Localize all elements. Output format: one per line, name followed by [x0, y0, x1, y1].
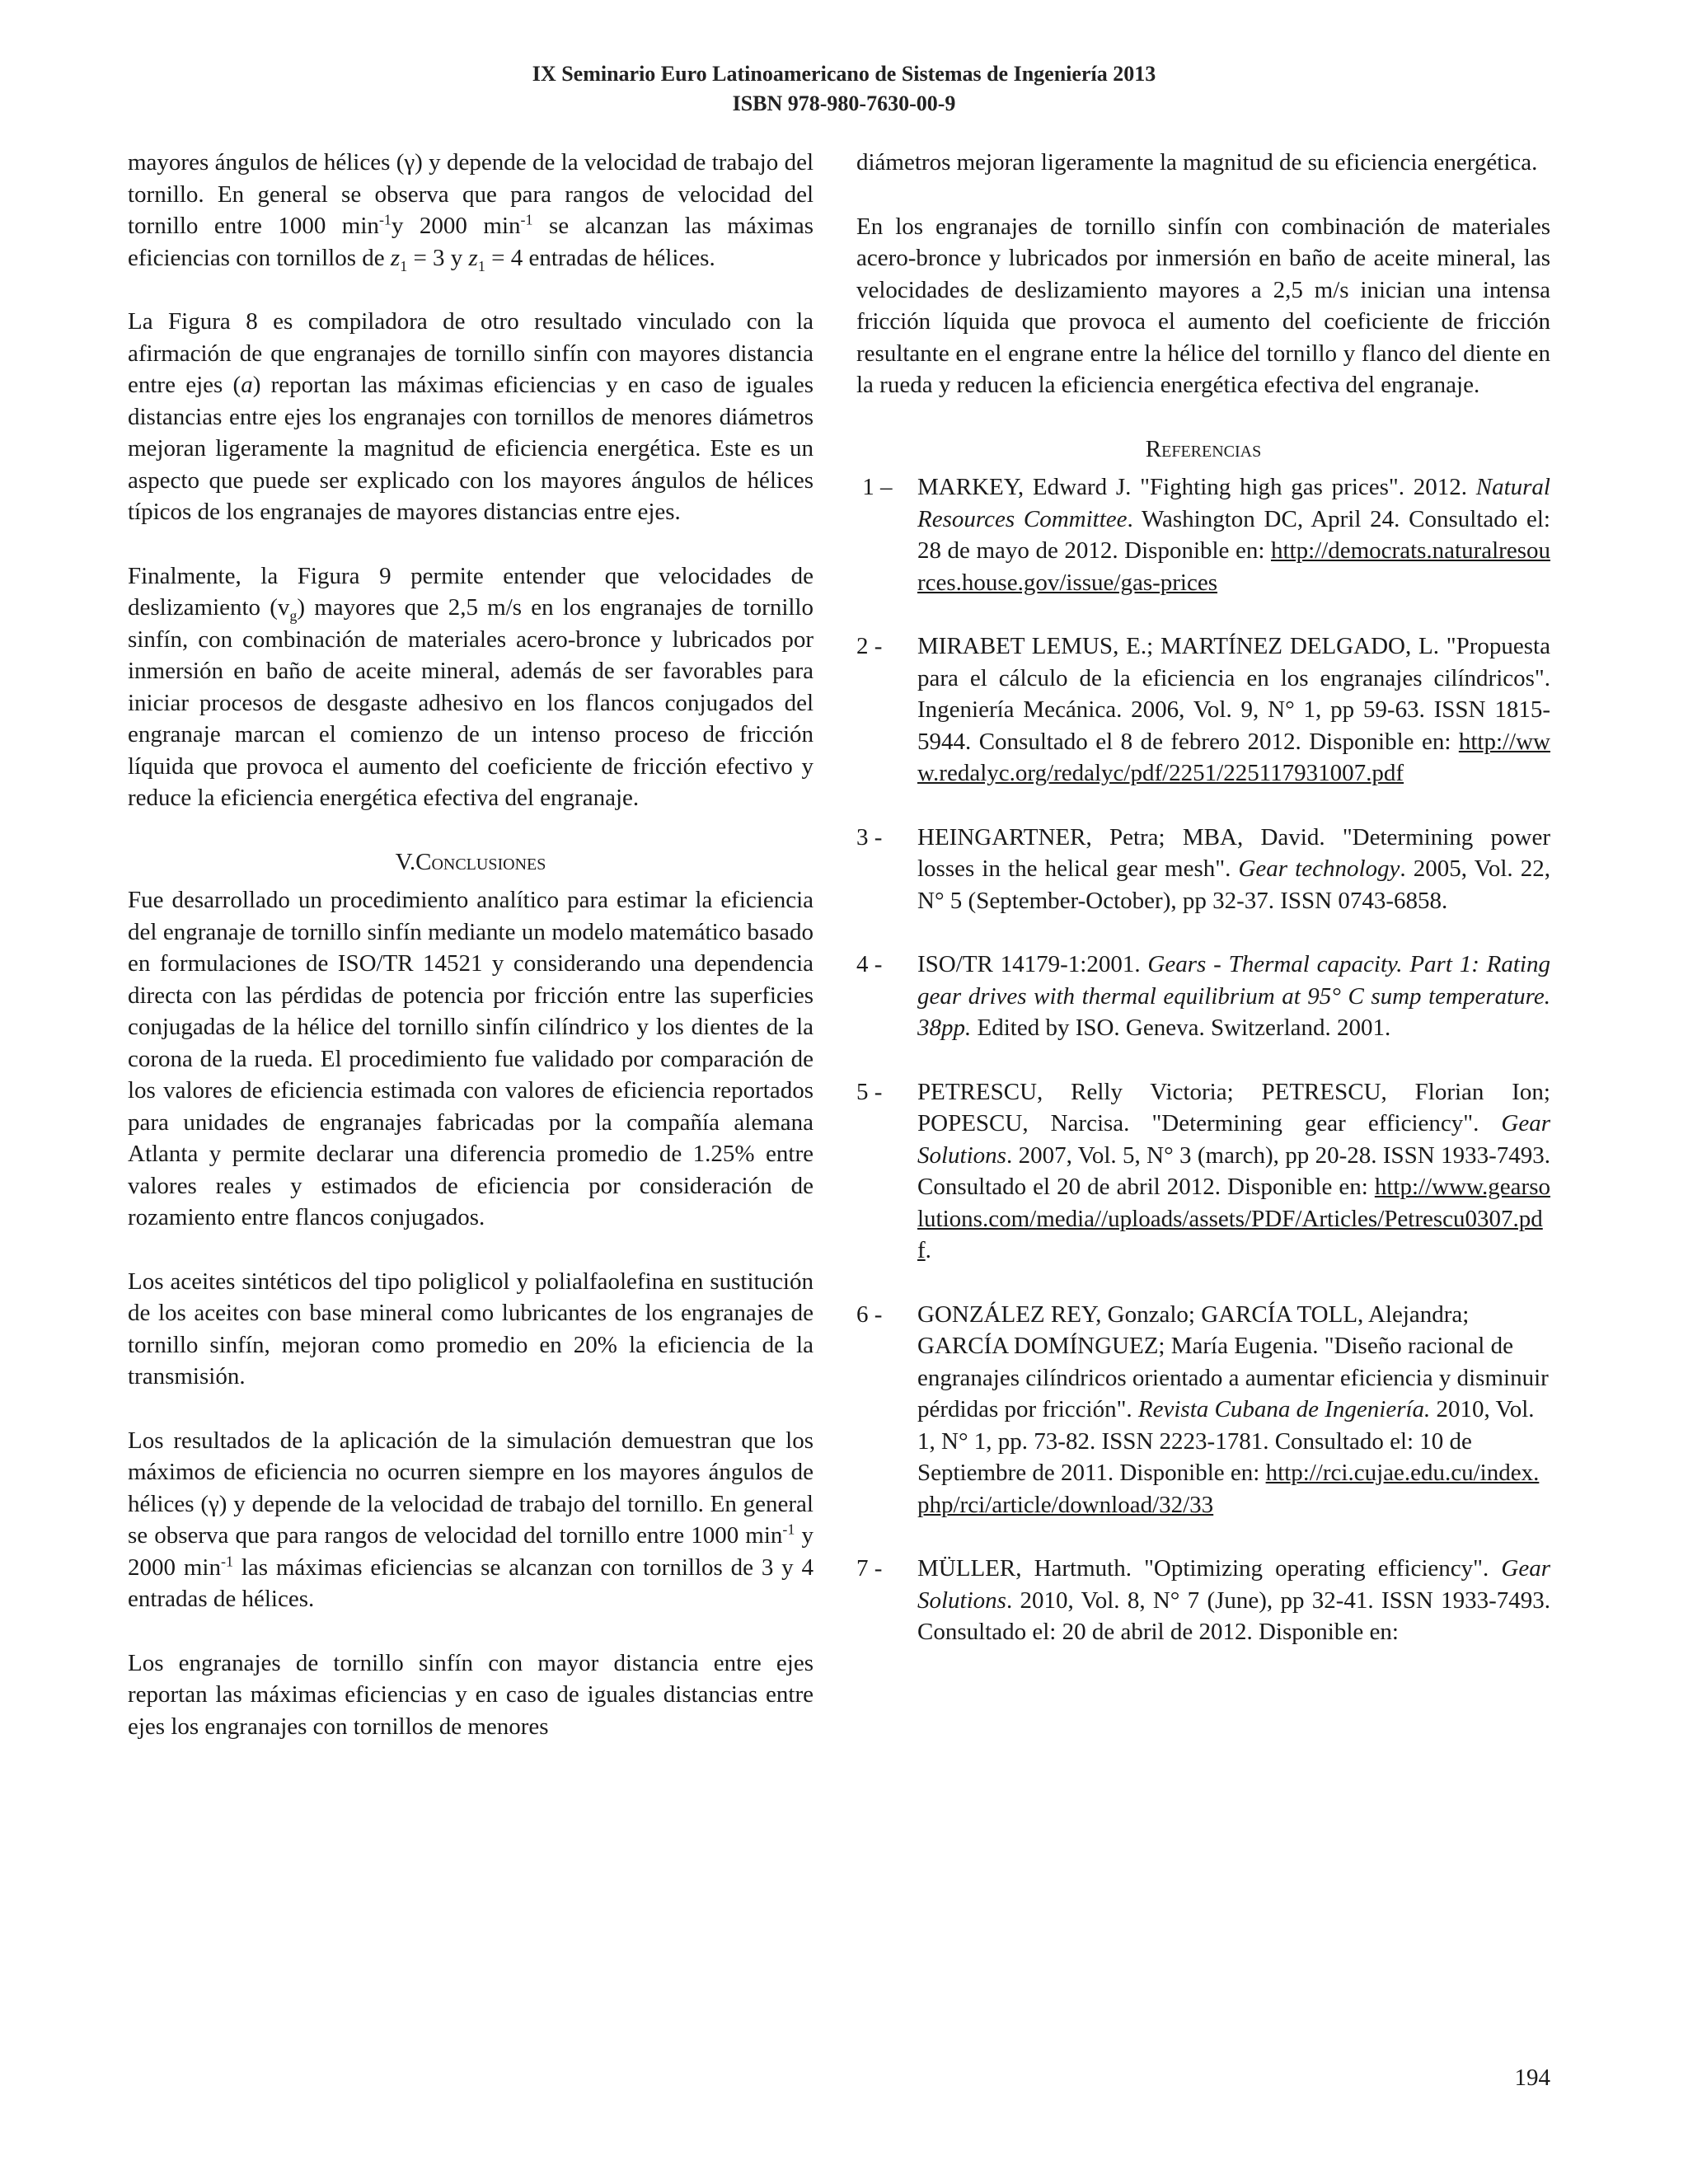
paragraph: Fue desarrollado un procedimiento analítico para estimar la eficiencia del engranaje de tornillo sinfín mediante un modelo matemático basado en formulaciones de ISO/TR 14521 y considerando una dependencia directa con las pérdidas de potencia por fricción entre las superficies conjugadas de la hélice del tornillo sinfín cilíndrico y los dientes de la corona de la rueda. El procedimiento fue validado por comparación de los valores de eficiencia estimada con valores de eficiencia reportados para unidades de engranajes fabricadas por la compañía alemana Atlanta y permite declarar una diferencia promedio de 1.25% entre valores reales y estimados de eficiencia por consideración de rozamiento entre flancos conjugados. — [128, 887, 814, 1230]
references-heading: Referencias — [1145, 435, 1262, 462]
paragraph: Los aceites sintéticos del tipo poliglicol y polialfaolefina en sustitución de los aceites con base mineral como lubricantes de los engranajes de tornillo sinfín, mejoran como promedio en 20% la eficiencia de la transmisión. — [128, 1268, 814, 1390]
header-isbn: ISBN 978-980-7630-00-9 — [732, 91, 956, 115]
reference-link[interactable]: http://democrats.naturalresources.house.gov/issue/gas-prices — [917, 537, 1550, 596]
paragraph: Los engranajes de tornillo sinfín con mayor distancia entre ejes reportan las máximas eficiencias y en caso de iguales distancias entre ejes los engranajes con tornillos de menores — [128, 1649, 814, 1740]
paragraph: mayores ángulos de hélices (γ) y depende de la velocidad de trabajo del tornillo. En general se observa que para rangos de velocidad del tornillo entre 1000 $\min^{-1}y$ 2000 $\min^{-1}$ se alcanzan las máximas eficiencias con tornillos de $z_1 = 3$ y $z_1 = 4$ entradas de hélices. — [128, 149, 814, 274]
running-header — [0, 59, 1688, 119]
reference-link[interactable]: http://www.redalyc.org/redalyc/pdf/2251/225117931007.pdf — [917, 728, 1550, 786]
reference-item: 3 - HEINGARTNER, Petra; MBA, David. "Determining power losses in the helical gear mesh". Gear technology. 2005, Vol. 22, N° 5 (September-October), pp 32-37. ISSN 0743-6858. — [856, 823, 1550, 914]
paragraph: diámetros mejoran ligeramente la magnitud de su eficiencia energética. — [856, 149, 1538, 176]
reference-item: 4 - ISO/TR 14179-1:2001. Gears - Thermal capacity. Part 1: Rating gear drives with thermal equilibrium at 95° C sump temperature. 38pp. Edited by ISO. Geneva. Switzerland. 2001. — [856, 951, 1550, 1041]
paragraph: Los resultados de la aplicación de la simulación demuestran que los máximos de eficiencia no ocurren siempre en los mayores ángulos de hélices (γ) y depende de la velocidad de trabajo del tornillo. En general se observa que para rangos de velocidad del tornillo entre 1000 $\min^{-1} y$ 2000 $\min^{-1}$ las máximas eficiencias se alcanzan con tornillos de 3 y 4 entradas de hélices. — [128, 1427, 814, 1612]
reference-item: 2 - MIRABET LEMUS, E.; MARTÍNEZ DELGADO, L. "Propuesta para el cálculo de la eficiencia en los engranajes cilíndricos". Ingeniería Mecánica. 2006, Vol. 9, N° 1, pp 59-63. ISSN 1815-5944. Consultado el 8 de febrero 2012. Disponible en: http://www.redalyc.org/redalyc/pdf/2251/225117931007.pdf — [856, 633, 1550, 786]
reference-item: 1 – MARKEY, Edward J. "Fighting high gas prices". 2012. Natural Resources Committee. Washington DC, April 24. Consultado el: 28 de mayo de 2012. Disponible en: http://democrats.naturalresources.house.gov/issue/gas-prices — [856, 474, 1550, 596]
page-number: 194 — [1514, 2064, 1550, 2091]
reference-item: 6 - GONZÁLEZ REY, Gonzalo; GARCÍA TOLL, Alejandra; GARCÍA DOMÍNGUEZ; María Eugenia. "Diseño racional de engranajes cilíndricos orientado a aumentar eficiencia y disminuir pérdidas por fricción". Revista Cubana de Ingeniería. 2010, Vol. 1, N° 1, pp. 73-82. ISSN 2223-1781. Consultado el: 10 de Septiembre de 2011. Disponible en: http://rci.cujae.edu.cu/index.php/rci/article/download/32/33 — [856, 1301, 1549, 1518]
reference-link[interactable]: http://rci.cujae.edu.cu/index.php/rci/article/download/32/33 — [917, 1460, 1540, 1518]
section-heading: V.Conclusiones — [395, 848, 546, 875]
right-column — [856, 147, 1550, 1680]
reference-item: 7 - MÜLLER, Hartmuth. "Optimizing operating efficiency". Gear Solutions. 2010, Vol. 8, N° 7 (June), pp 32-41. ISSN 1933-7493. Consultado el: 20 de abril de 2012. Disponible en: — [856, 1555, 1550, 1645]
header-title: IX Seminario Euro Latinoamericano de Sistemas de Ingeniería 2013 — [532, 62, 1156, 86]
paragraph: La Figura 8 es compiladora de otro resultado vinculado con la afirmación de que engranajes de tornillo sinfín con mayores distancia entre ejes (a) reportan las máximas eficiencias y en caso de iguales distancias entre ejes los engranajes con tornillos de menores diámetros mejoran ligeramente la magnitud de eficiencia energética. Este es un aspecto que puede ser explicado con los mayores ángulos de hélices típicos de los engranajes de mayores distancias entre ejes. — [128, 308, 814, 525]
reference-item: 5 - PETRESCU, Relly Victoria; PETRESCU, Florian Ion; POPESCU, Narcisa. "Determining gear efficiency". Gear Solutions. 2007, Vol. 5, N° 3 (march), pp 20-28. ISSN 1933-7493. Consultado el 20 de abril 2012. Disponible en: http://www.gearsolutions.com/media//uploads/assets/PDF/Articles/Petrescu0307.pdf. — [856, 1078, 1550, 1263]
paragraph: En los engranajes de tornillo sinfín con combinación de materiales acero-bronce y lubricados por inmersión en baño de aceite mineral, las velocidades de deslizamiento mayores a 2,5 m/s inician una intensa fricción líquida que provoca el aumento del coeficiente de fricción resultante en el engrane entre la hélice del tornillo y flanco del diente en la rueda y reducen la eficiencia energética efectiva del engranaje. — [856, 213, 1550, 398]
paragraph: Finalmente, la Figura 9 permite entender que velocidades de deslizamiento $(v_g)$ mayores que 2,5 m/s en los engranajes de tornillo sinfín, con combinación de materiales acero-bronce y lubricados por inmersión en baño de aceite mineral, además de ser favorables para iniciar procesos de desgaste adhesivo en los flancos conjugados del engranaje marcan el comienzo de un intenso proceso de fricción líquida que provoca el aumento del coeficiente de fricción efectivo y reduce la eficiencia energética efectiva del engranaje. — [128, 562, 814, 811]
reference-link[interactable]: http://www.gearsolutions.com/media//uploads/assets/PDF/Articles/Petrescu0307.pdf — [917, 1174, 1550, 1263]
left-column — [128, 147, 814, 1774]
